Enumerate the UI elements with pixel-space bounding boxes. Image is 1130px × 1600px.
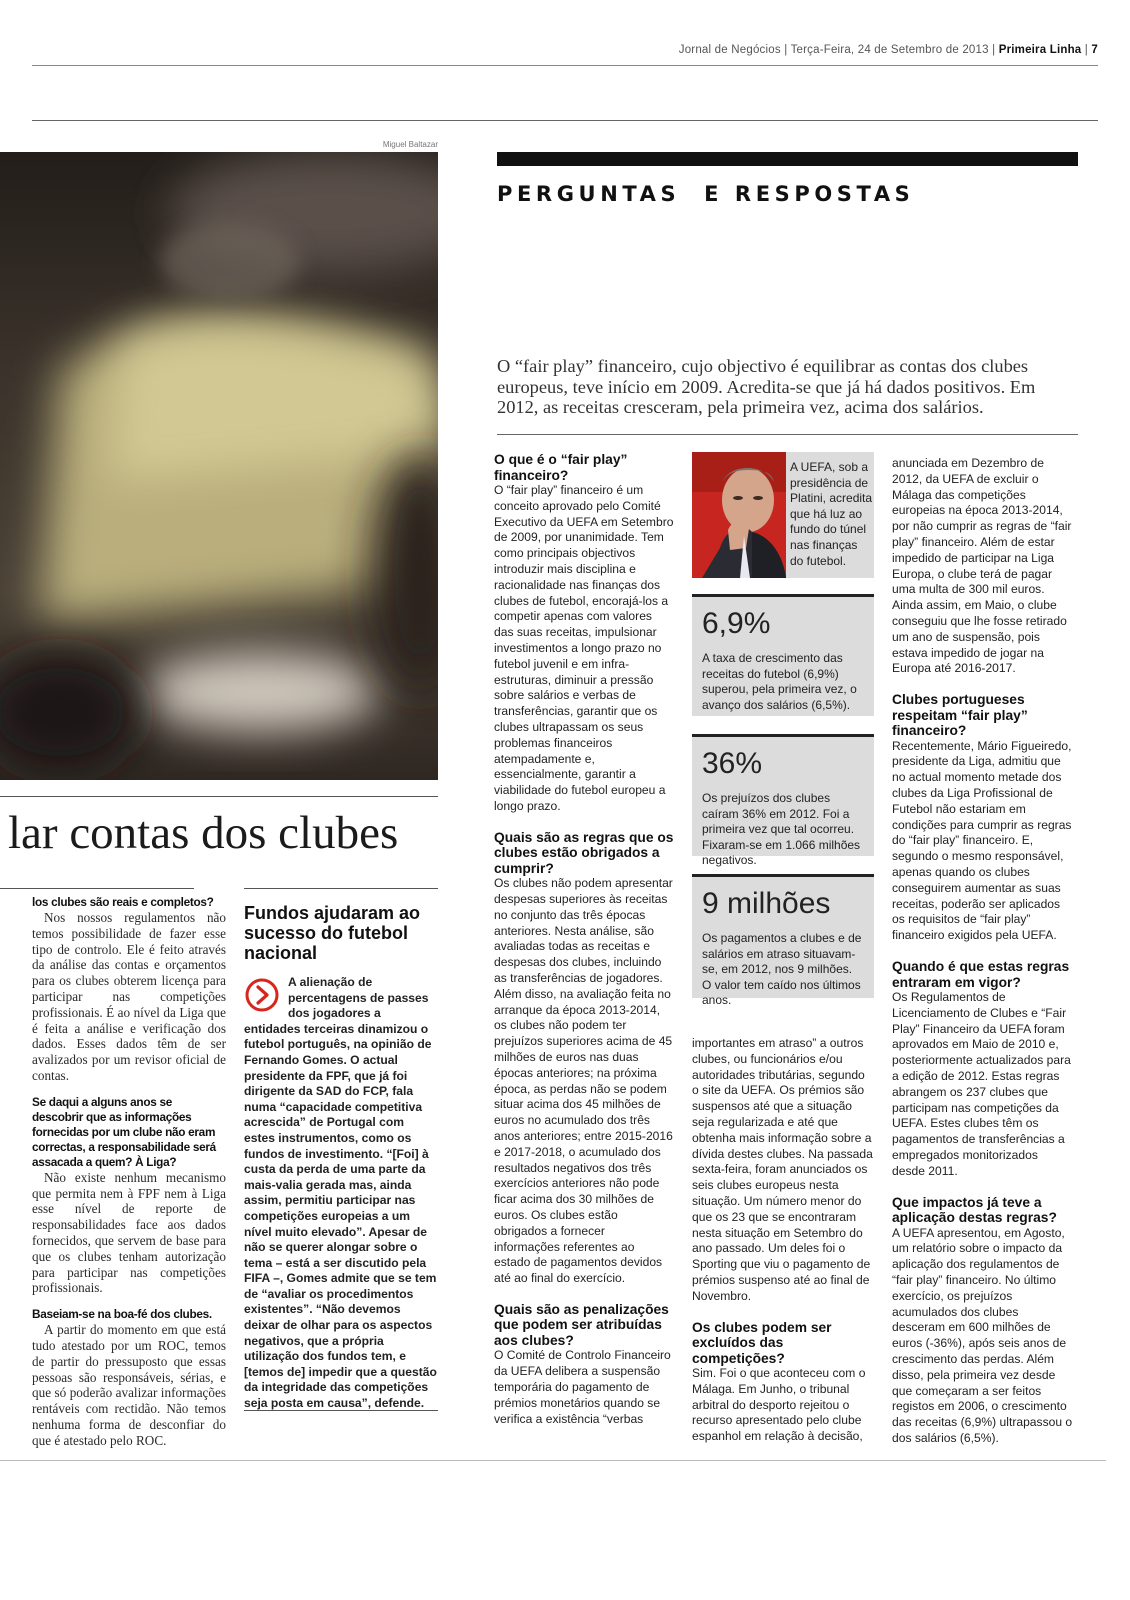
headline-top-rule — [0, 796, 438, 797]
arrow-circle-icon — [244, 977, 280, 1013]
stat-text: Os pagamentos a clubes e de salários em atraso situavam-se, em 2012, nos 9 milhões. O valor tem caído nos últimos anos. — [702, 931, 862, 1008]
page-number: 7 — [1091, 44, 1098, 56]
qa-question: Clubes portugueses respeitam “fair play” financeiro? — [892, 692, 1028, 739]
qa-answer: Os clubes não podem apresentar despesas superiores às receitas no conjunto das três épocas anteriores. Nesta análise, são avaliadas todas as receitas e despesas dos clubes, incluindo as transferências de jogadores. Além disso, na avaliação feita no arranque da época 2013-2014, os clubes não podem ter prejuízos superiores acima de 45 milhões de euros nas duas épocas anteriores; na próxima época, as perdas não se podem situar acima dos 45 milhões de euros no acumulado dos três anos anteriores; entre 2015-2016 e 2017-2018, o acumulado dos resultados negativos dos três exercícios anteriores não pode ficar acima dos 30 milhões de euros. Os clubes estão obrigados a fornecer informações referentes ao estado de pagamentos devidos até ao final do exercício. — [494, 876, 673, 1286]
qa-question: Quais são as regras que os clubes estão obrigados a cumprir? — [494, 829, 674, 876]
section-name: Primeira Linha — [998, 44, 1082, 56]
blurred-stadium-photo — [0, 152, 438, 780]
stat-box — [692, 734, 874, 868]
fundos-title: Fundos ajudaram ao sucesso do futebol nacional — [244, 903, 421, 963]
qa-column-1 — [494, 452, 674, 1427]
fundos-body — [244, 975, 438, 1412]
platini-photo — [692, 452, 786, 578]
qa-question: Que impactos já teve a aplicação destas regras? — [892, 1194, 1057, 1226]
interview-column — [32, 895, 226, 1449]
fundos-bottom-rule — [244, 1410, 438, 1411]
stat-box — [692, 874, 874, 1008]
portrait-image — [692, 452, 786, 578]
qa-answer: Os Regulamentos de Licenciamento de Clubes e “Fair Play” Financeiro da UEFA foram aprovados em Maio de 2010 e, posteriormente actualizados para a edição de 2012. Estas regras abrangem os 237 clubes que participam nas competições da UEFA. Estes clubes têm os pagamentos de transferências a empregados monitorizados desde 2011. — [892, 990, 1071, 1178]
qa-question: O que é o “fair play” financeiro? — [494, 452, 628, 483]
publication-date: Terça-Feira, 24 de Setembro de 2013 — [790, 44, 989, 56]
feature-photo — [0, 152, 438, 780]
fundos-box — [244, 888, 438, 1412]
qa-question: Os clubes podem ser excluídos das competições? — [692, 1319, 832, 1366]
qa-column-2 — [692, 1036, 874, 1445]
publication-name: Jornal de Negócios — [678, 44, 781, 56]
fundos-text: A alienação de percentagens de passes dos jogadores a entidades terceiras dinamizou o futebol português, na opinião de Fernando Gomes. O actual presidente da FPF, que já foi dirigente da SAD do FCP, fala numa “capacidade competitiva acrescida” de Portugal com estes instrumentos, como os fundos de investimento. “[Foi] à custa da perda de uma parte da mais-valia gerada mas, ainda assim, permitiu participar nas competições europeias a um nível muito elevado”. Apesar de não se querer alongar sobre o tema – está a ser discutido pela FIFA –, Gomes admite que se tem de “avaliar os procedimentos existentes”. “Não devemos deixar de olhar para os aspectos negativos, que a própria utilização dos fundos tem, e [temos de] impedir que a questão da integridade das competições seja posta em causa”, defende. — [244, 975, 437, 1411]
interview-answer: Não existe nenhum mecanismo que permita nem à FPF nem à Liga esse nível de reporte de responsabilidades face aos dados fornecidos, que servem de base para que os clubes tenham autorização para participar nas competições profissionais. — [32, 1169, 226, 1296]
stat-value: 9 milhões — [702, 887, 831, 920]
footer-rule — [0, 1460, 1106, 1461]
section-rule — [32, 120, 1098, 121]
headline: lar contas dos clubes — [8, 807, 399, 859]
stat-value: 6,9% — [702, 607, 771, 640]
qa-question: Quando é que estas regras entraram em vigor? — [892, 959, 1070, 990]
stat-text: A taxa de crescimento das receitas do futebol (6,9%) superou, pela primeira vez, o avanço dos salários (6,5%). — [702, 651, 857, 712]
qa-column-3 — [892, 456, 1074, 1447]
qa-answer: importantes em atraso” a outros clubes, ou funcionários e/ou autoridades tributárias, segundo o site da UEFA. Os prémios são suspensos até que a situação seja regularizada e até que obtenha mais informação sobre a dívida destes clubes. Na passada sexta-feira, foram anunciados os seis clubes europeus nesta situação. Um número menor do que os 23 que se encontraram nesta situação em Setembro do ano passado. Um deles foi o Sporting que viu o pagamento de prémios suspenso até ao final de Novembro. — [692, 1036, 873, 1303]
interview-answer: A partir do momento em que está tudo atestado por um ROC, temos de partir do pressuposto que essas pessoas são responsáveis, sérias, e que só poderão avalizar informações rentáveis com rectidão. Não temos nenhuma forma de desconfiar do que é atestado pelo ROC. — [32, 1322, 226, 1448]
photo-credit: Miguel Baltazar — [382, 140, 438, 149]
interview-question: Se daqui a alguns anos se descobrir que as informações fornecidas por um clube não eram correctas, a responsabilidade será assacada a quem? À Liga? — [32, 1094, 216, 1169]
interview-question: los clubes são reais e completos? — [32, 895, 214, 909]
qa-answer: O “fair play” financeiro é um conceito aprovado pelo Comité Executivo da UEFA em Setembro de 2009, por unanimidade. Tem como principais objectivos introduzir mais disciplina e racionalidade nas finanças dos clubes de futebol, encorajá-los a competir apenas com valores das suas receitas, impulsionar investimentos a longo prazo no futebol juvenil e em infra-estruturas, diminuir a pressão sobre salários e verbas de transferências, garantir que os clubes ultrapassam os seus problemas financeiros atempadamente e, essencialmente, garantir a viabilidade do futebol europeu a longo prazo. — [494, 483, 674, 813]
qa-answer: Recentemente, Mário Figueiredo, presidente da Liga, admitiu que no actual momento metade dos clubes da Liga Profissional de Futebol não estariam em condições para cumprir as regras do “fair play” financeiro. E, segundo o mesmo responsável, apenas quando os clubes conseguirem aumentar as suas receitas, poderão ser aplicados os requisitos de “fair play” financeiro exigidos pela UEFA. — [892, 738, 1072, 943]
stat-box — [692, 594, 874, 716]
qa-intro: O “fair play” financeiro, cujo objectivo é equilibrar as contas dos clubes europeus, teve início em 2009. Acredita-se que já há dados positivos. Em 2012, as receitas cresceram, pela primeira vez, acima dos salários. — [497, 356, 1036, 417]
qa-question: Quais são as penalizações que podem ser atribuídas aos clubes? — [494, 1301, 669, 1348]
qa-answer: anunciada em Dezembro de 2012, da UEFA de excluir o Málaga das competições europeias na época 2013-2014, por não cumprir as regras de “fair play” financeiro. Além de estar impedido de participar na Liga Europa, o clube terá de pagar uma multa de 300 mil euros. Ainda assim, em Maio, o clube conseguiu que lhe fosse retirado um ano de suspensão, pois estava impedido de jogar na Europa até 2016-2017. — [892, 456, 1072, 676]
headline-bottom-rule — [0, 888, 194, 889]
page-header: Jornal de Negócios | Terça-Feira, 24 de Setembro de 2013 | Primeira Linha | 7 — [678, 44, 1098, 56]
qa-answer: O Comité de Controlo Financeiro da UEFA delibera a suspensão temporária do pagamento de prémios monetários quando se verifica a existência “verbas — [494, 1348, 671, 1426]
platini-caption: A UEFA, sob a presidência de Platini, acredita que há luz ao fundo do túnel nas finanças do futebol. — [790, 460, 873, 568]
stat-value: 36% — [702, 747, 763, 780]
qa-title: PERGUNTAS E RESPOSTAS — [497, 182, 915, 206]
interview-question: Baseiam-se na boa-fé dos clubes. — [32, 1307, 212, 1322]
qa-answer: A UEFA apresentou, em Agosto, um relatório sobre o impacto da aplicação dos regulamentos de “fair play” financeiro. No último exercício, os prejuízos acumulados dos clubes desceram em 600 milhões de euros (-36%), após seis anos de crescimento das perdas. Além disso, pela primeira vez desde que começaram a ser feitos registos em 2006, o crescimento das receitas (6,9%) ultrapassou o dos salários (6,5%). — [892, 1225, 1073, 1445]
interview-answer: Nos nossos regulamentos não temos possibilidade de fazer esse tipo de controlo. Ele é feito através da análise das contas e orçamentos para os clubes obterem licença para participar nas competições profissionais. É ao nível da Liga que é feita a análise e verificação dos dados. Esses dados têm de ser avalizados por um revisor oficial de contas. — [32, 910, 226, 1083]
intro-rule — [497, 434, 1078, 435]
qa-answer: Sim. Foi o que aconteceu com o Málaga. Em Junho, o tribunal arbitral do desporto rejeitou o recurso apresentado pelo clube espanhol em relação à decisão, — [692, 1366, 866, 1444]
header-rule — [32, 65, 1098, 66]
stat-text: Os prejuízos dos clubes caíram 36% em 2012. Foi a primeira vez que tal ocorreu. Fixaram-se em 1.066 milhões negativos. — [702, 791, 861, 868]
section-bar — [497, 152, 1078, 166]
